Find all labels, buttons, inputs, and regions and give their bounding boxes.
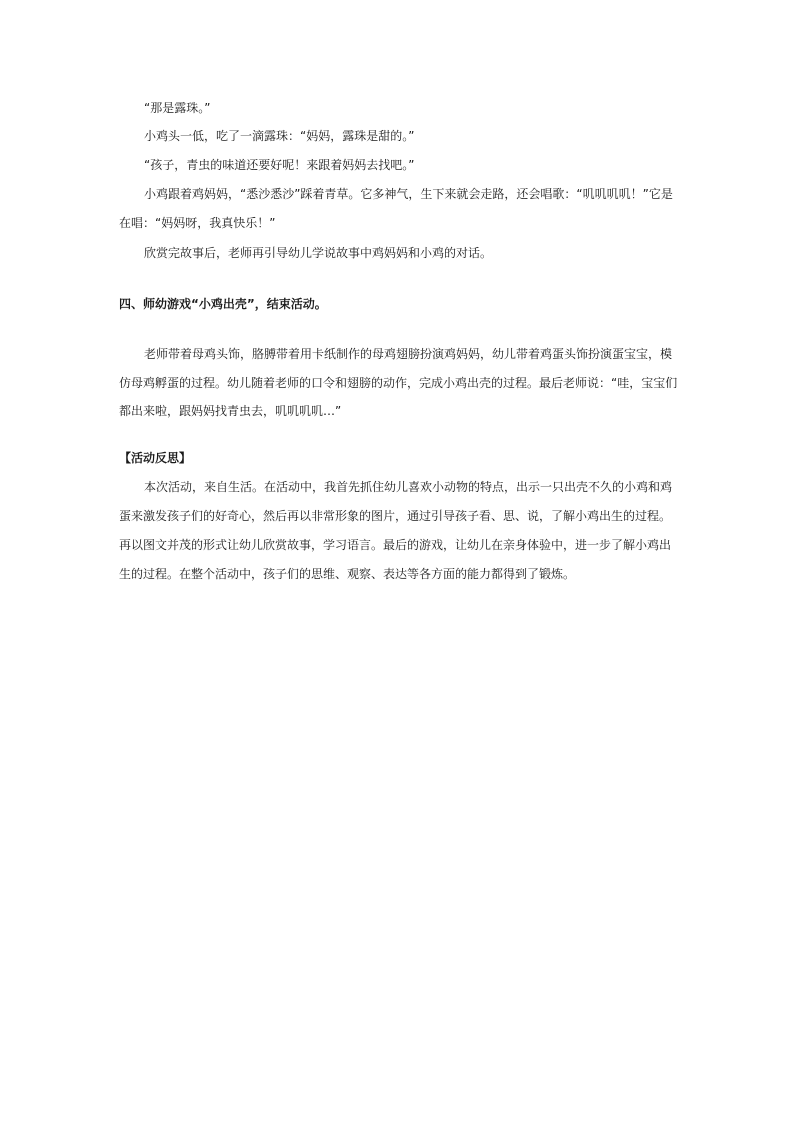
reflection-heading: 【活动反思】 (119, 451, 192, 465)
paragraph-line: 本次活动，来自生活。在活动中，我首先抓住幼儿喜欢小动物的特点，出示一只出壳不久的小鸡和鸡 (144, 480, 673, 494)
story-line: “孩子，青虫的味道还要好呢！来跟着妈妈去找吧。” (144, 158, 415, 172)
story-line: 小鸡跟着鸡妈妈，“悉沙悉沙”踩着青草。它多神气，生下来就会走路，还会唱歌：“叽叽叽叽！”它是 (144, 187, 673, 201)
paragraph-line: 生的过程。在整个活动中，孩子们的思维、观察、表达等各方面的能力都得到了锻炼。 (119, 567, 576, 581)
paragraph-line: 蛋来激发孩子们的好奇心，然后再以非常形象的图片，通过引导孩子看、思、说，了解小鸡出生的过程。 (119, 509, 672, 523)
story-line: “那是露珠。” (144, 101, 211, 115)
paragraph-line: 仿母鸡孵蛋的过程。幼儿随着老师的口令和翅膀的动作，完成小鸡出壳的过程。最后老师说：“哇，宝宝们 (119, 376, 678, 390)
paragraph-line: 再以图文并茂的形式让幼儿欣赏故事，学习语言。最后的游戏，让幼儿在亲身体验中，进一步了解小鸡出 (119, 538, 672, 552)
paragraph-line: 老师带着母鸡头饰，胳膊带着用卡纸制作的母鸡翅膀扮演鸡妈妈，幼儿带着鸡蛋头饰扮演蛋宝宝，模 (144, 347, 673, 361)
section-heading: 四、师幼游戏“小鸡出壳”，结束活动。 (119, 297, 327, 311)
story-line: 欣赏完故事后，老师再引导幼儿学说故事中鸡妈妈和小鸡的对话。 (144, 246, 493, 260)
story-line: 在唱：“妈妈呀，我真快乐！” (119, 216, 276, 230)
paragraph-line: 都出来啦，跟妈妈找青虫去，叽叽叽叽…” (119, 404, 342, 418)
story-line: 小鸡头一低，吃了一滴露珠：“妈妈，露珠是甜的。” (144, 129, 415, 143)
